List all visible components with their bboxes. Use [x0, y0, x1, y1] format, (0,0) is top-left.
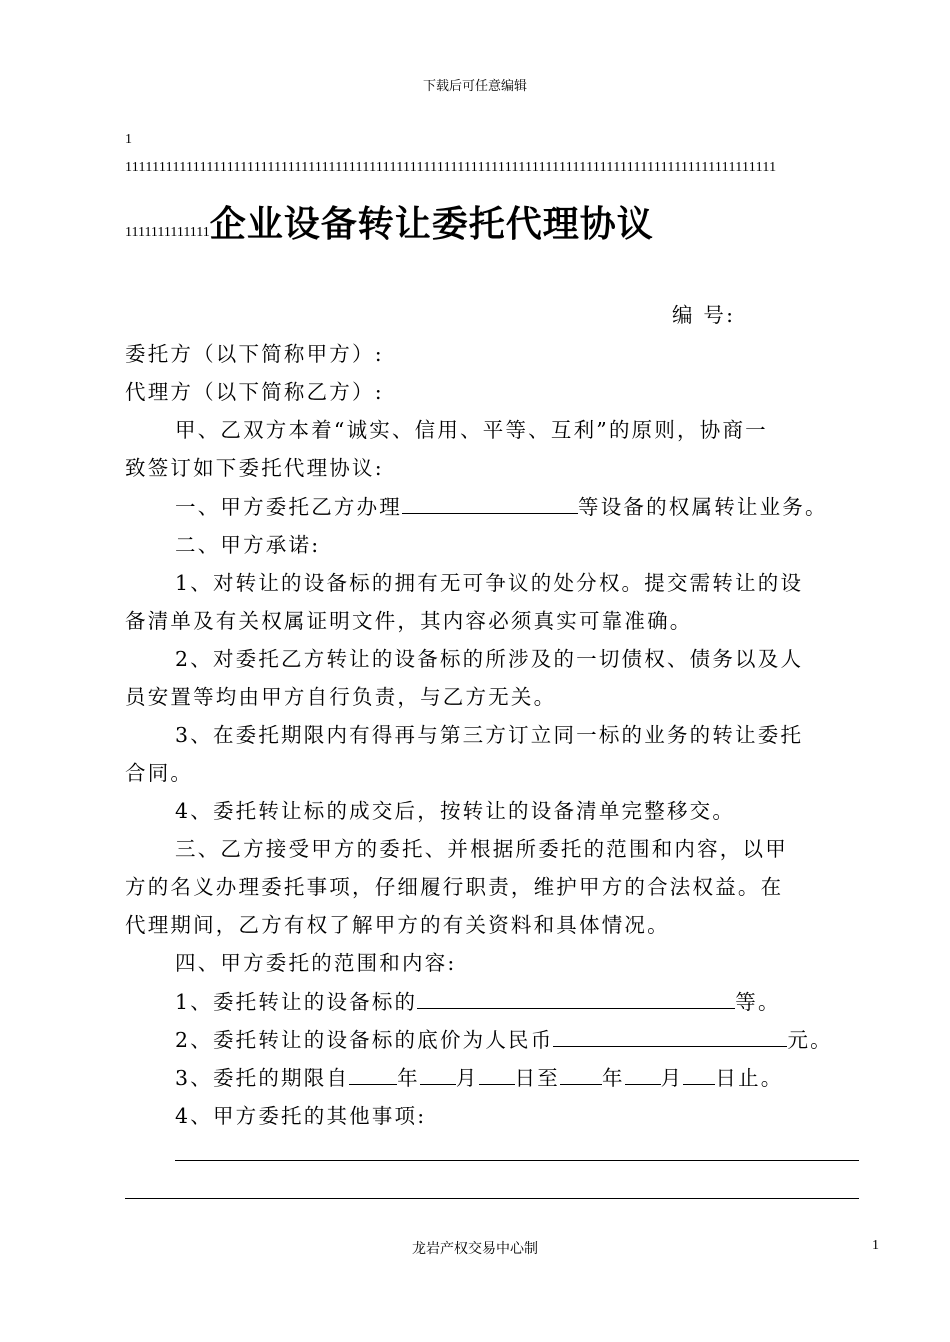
- blank-other-matters-line-1[interactable]: [175, 1160, 859, 1161]
- blank-start-day[interactable]: [479, 1064, 515, 1085]
- footer-issuer: 龙岩产权交易中心制: [412, 1241, 538, 1257]
- page-number: 1: [872, 1238, 879, 1253]
- document-title: 企业设备转让委托代理协议: [209, 204, 654, 245]
- client-party: 委托方（以下简称甲方）:: [125, 342, 384, 366]
- clause-4-item-2: [175, 1023, 833, 1053]
- blank-end-month[interactable]: [625, 1064, 661, 1085]
- clause-2-item-2-line-1: 2、对委托乙方转让的设备标的所涉及的一切债权、债务以及人: [175, 647, 804, 671]
- intro-line-1: 甲、乙双方本着“诚实、信用、平等、互利”的原则，协商一: [175, 418, 768, 442]
- blank-reserve-price-field[interactable]: [553, 1026, 787, 1047]
- clause-2-item-4: 4、委托转让标的成交后，按转让的设备清单完整移交。: [175, 799, 736, 823]
- clause-4-item-4: 4、甲方委托的其他事项:: [175, 1104, 427, 1128]
- number-label: 编 号:: [672, 303, 736, 327]
- blank-equipment-field[interactable]: [402, 493, 578, 514]
- blank-end-year[interactable]: [560, 1064, 602, 1085]
- leading-number: 1: [125, 132, 132, 147]
- clause-3-line-3: 代理期间，乙方有权了解甲方的有关资料和具体情况。: [125, 913, 670, 937]
- clause-2-title: 二、甲方承诺:: [175, 533, 321, 557]
- clause-4-item-1-after: 等。: [735, 990, 781, 1014]
- term-day-end: 日止。: [715, 1066, 784, 1090]
- term-year-2: 年: [601, 1066, 625, 1090]
- clause-3-line-1: 三、乙方接受甲方的委托、并根据所委托的范围和内容，以甲: [175, 837, 788, 861]
- blank-start-month[interactable]: [420, 1064, 456, 1085]
- term-day-to: 日至: [514, 1066, 560, 1090]
- blank-equipment-target-field[interactable]: [417, 988, 735, 1009]
- clause-4-item-1-before: 1、委托转让的设备标的: [175, 990, 418, 1014]
- agent-party: 代理方（以下简称乙方）:: [125, 380, 384, 404]
- clause-3-line-2: 方的名义办理委托事项，仔细履行职责，维护甲方的合法权益。在: [125, 875, 784, 899]
- blank-start-year[interactable]: [349, 1064, 397, 1085]
- ones-line: 111111111111111111111111111111111111111111111111111111111111111111111111111111111111111111111111: [125, 160, 777, 175]
- page-header-note: 下载后可任意编辑: [422, 79, 527, 94]
- intro-line-2: 致签订如下委托代理协议:: [125, 456, 384, 480]
- clause-2-item-2-line-2: 员安置等均由甲方自行负责，与乙方无关。: [125, 685, 557, 709]
- ones-prefix: 1111111111111: [125, 225, 210, 240]
- clause-4-item-1: [175, 985, 781, 1015]
- title-row: [125, 196, 654, 247]
- clause-1-before: 一、甲方委托乙方办理: [175, 495, 402, 519]
- term-prefix: 3、委托的期限自: [175, 1066, 350, 1090]
- clause-1: [175, 490, 828, 520]
- clause-4-item-2-after: 元。: [787, 1028, 833, 1052]
- clause-4-item-2-before: 2、委托转让的设备标的底价为人民币: [175, 1028, 554, 1052]
- clause-1-after: 等设备的权属转让业务。: [578, 495, 828, 519]
- term-month: 月: [455, 1066, 479, 1090]
- clause-2-item-1-line-2: 备清单及有关权属证明文件，其内容必须真实可靠准确。: [125, 609, 693, 633]
- clause-2-item-1-line-1: 1、对转让的设备标的拥有无可争议的处分权。提交需转让的设: [175, 571, 804, 595]
- clause-4-title: 四、甲方委托的范围和内容:: [175, 951, 457, 975]
- term-month-2: 月: [660, 1066, 684, 1090]
- clause-4-item-3: [175, 1061, 783, 1091]
- blank-other-matters-line-2[interactable]: [125, 1198, 859, 1199]
- clause-2-item-3-line-2: 合同。: [125, 761, 194, 785]
- term-year: 年: [397, 1066, 420, 1090]
- blank-end-day[interactable]: [683, 1064, 715, 1085]
- clause-2-item-3-line-1: 3、在委托期限内有得再与第三方订立同一标的业务的转让委托: [175, 723, 804, 747]
